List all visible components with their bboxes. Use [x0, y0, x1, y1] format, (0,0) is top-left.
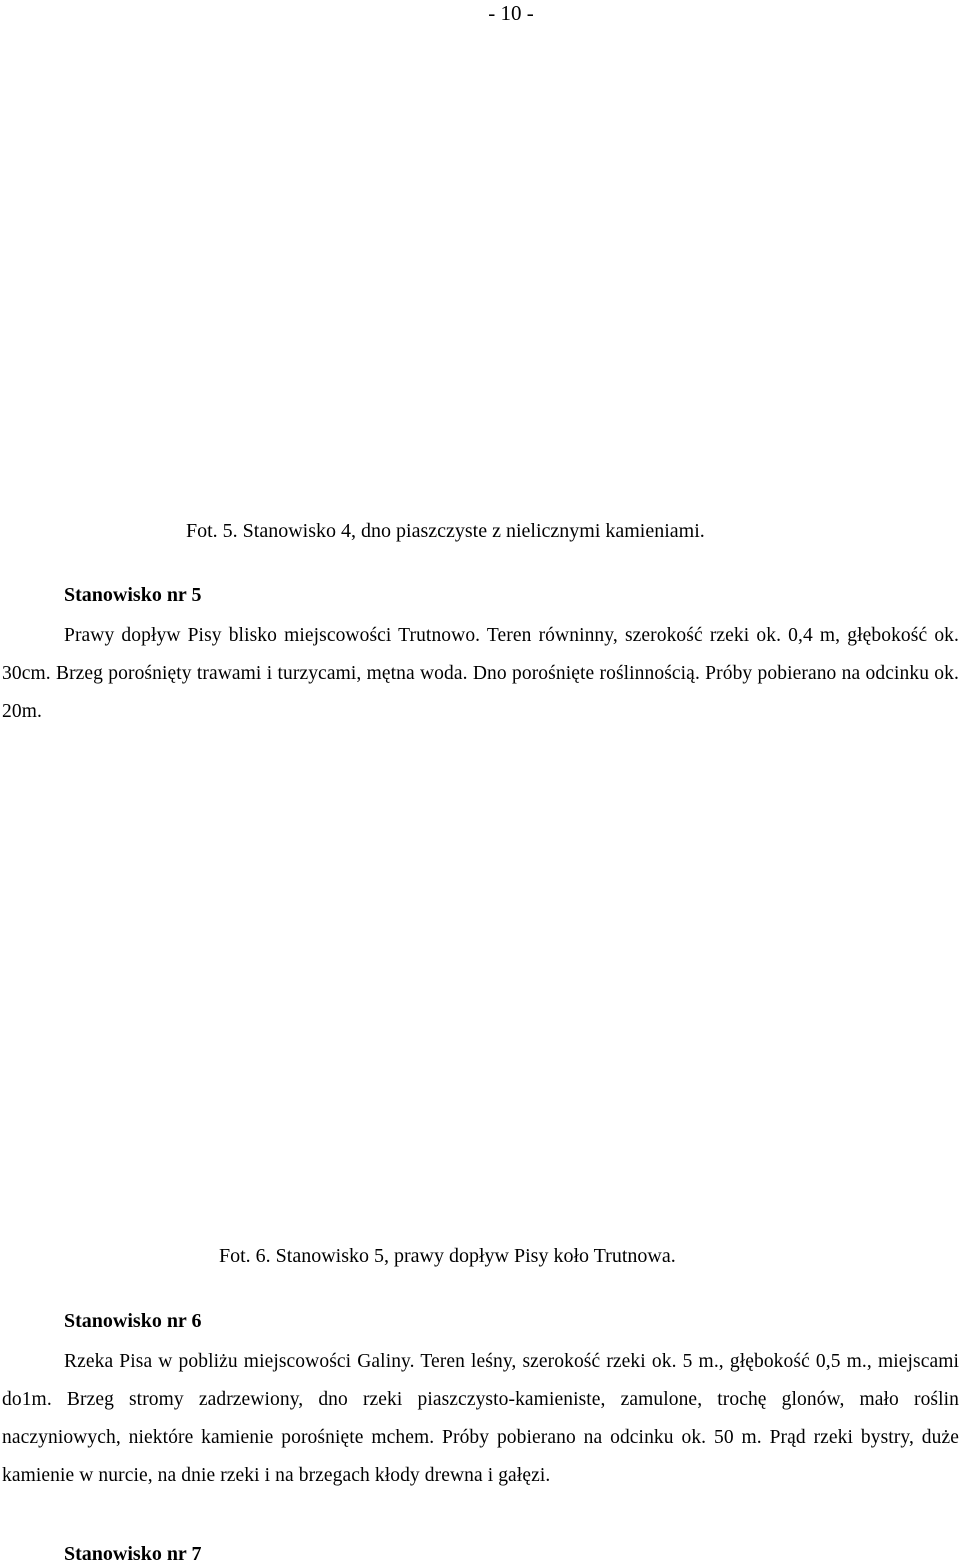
- section-heading-stanowisko-5: Stanowisko nr 5: [64, 584, 202, 606]
- section-heading-stanowisko-6: Stanowisko nr 6: [64, 1310, 202, 1332]
- section-heading-stanowisko-7: Stanowisko nr 7: [64, 1543, 202, 1565]
- photo-caption-fot6: Fot. 6. Stanowisko 5, prawy dopływ Pisy koło Trutnowa.: [219, 1245, 676, 1267]
- page-number: - 10 -: [488, 1, 534, 25]
- photo-area-fot6: [60, 720, 900, 1225]
- section-text-stanowisko-5: Prawy dopływ Pisy blisko miejscowości Trutnowo. Teren równinny, szerokość rzeki ok. 0,4 m, głębokość ok. 30cm. Brzeg porośnięty trawami i turzycami, mętna woda. Dno porośnięte roślinnością. Próby pobierano na odcinku ok. 20m.: [2, 625, 959, 722]
- photo-caption-fot5: Fot. 5. Stanowisko 4, dno piaszczyste z nielicznymi kamieniami.: [186, 520, 705, 542]
- photo-area-fot5: [60, 40, 900, 500]
- section-text-stanowisko-6: Rzeka Pisa w pobliżu miejscowości Galiny. Teren leśny, szerokość rzeki ok. 5 m., głębokość 0,5 m., miejscami do1m. Brzeg stromy zadrzewiony, dno rzeki piaszczysto-kamieniste, zamulone, trochę glonów, mało roślin naczyniowych, niektóre kamienie porośnięte mchem. Próby pobierano na odcinku ok. 50 m. Prąd rzeki bystry, duże kamienie w nurcie, na dnie rzeki i na brzegach kłody drewna i gałęzi.: [2, 1351, 959, 1486]
